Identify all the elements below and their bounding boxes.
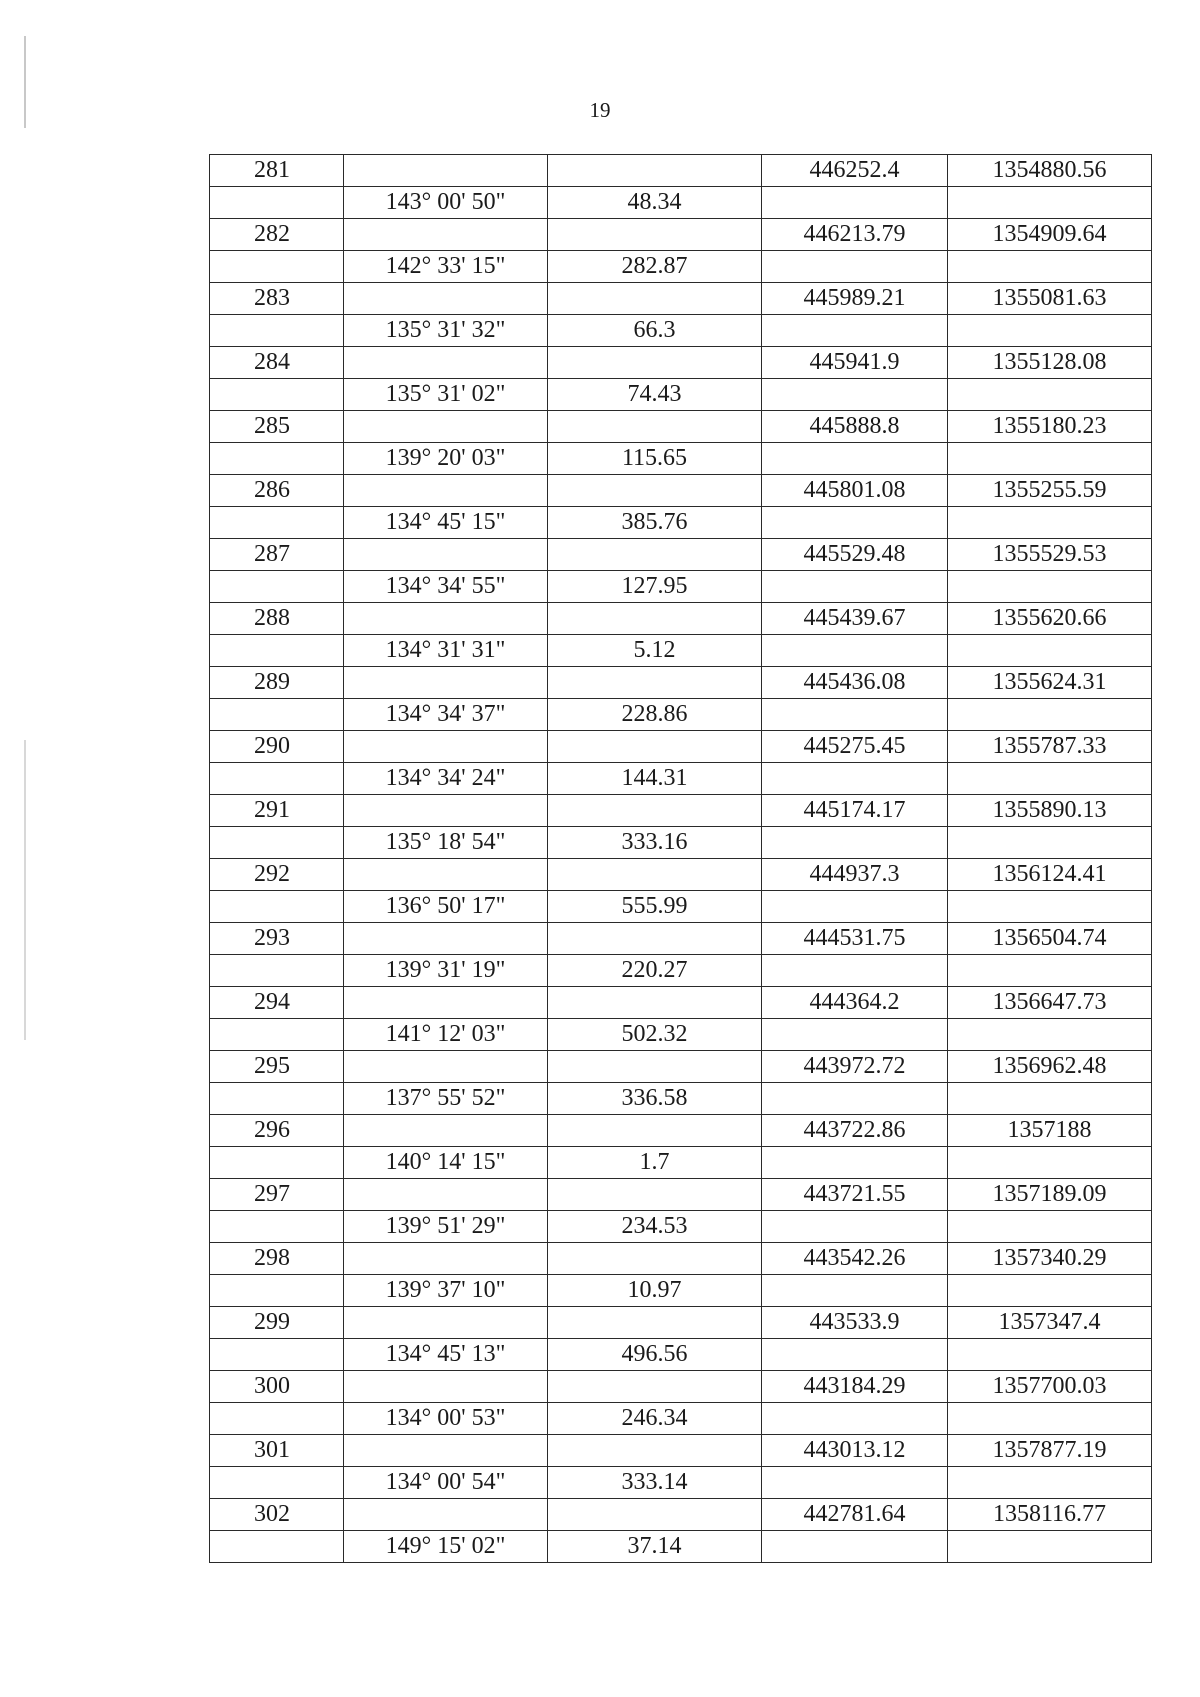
easting-cell: 1354909.64	[948, 219, 1152, 251]
empty-cell	[344, 1243, 548, 1275]
empty-cell	[762, 251, 948, 283]
leg-row	[210, 1403, 1152, 1435]
page-number: 19	[589, 98, 611, 122]
point-number-cell: 281	[210, 155, 344, 187]
distance-cell: 220.27	[548, 955, 762, 987]
easting-cell: 1356504.74	[948, 923, 1152, 955]
point-number-cell: 292	[210, 859, 344, 891]
point-number-cell: 283	[210, 283, 344, 315]
northing-cell: 442781.64	[762, 1499, 948, 1531]
point-number-cell: 298	[210, 1243, 344, 1275]
point-row	[210, 1051, 1152, 1083]
empty-cell	[948, 1083, 1152, 1115]
point-row	[210, 1371, 1152, 1403]
empty-cell	[344, 859, 548, 891]
bearing-cell: 149° 15' 02"	[344, 1531, 548, 1563]
empty-cell	[548, 1307, 762, 1339]
empty-cell	[548, 475, 762, 507]
empty-cell	[344, 219, 548, 251]
empty-cell	[762, 315, 948, 347]
northing-cell: 443722.86	[762, 1115, 948, 1147]
northing-cell: 444937.3	[762, 859, 948, 891]
northing-cell: 443533.9	[762, 1307, 948, 1339]
empty-cell	[948, 443, 1152, 475]
northing-cell: 445941.9	[762, 347, 948, 379]
table-body	[210, 155, 1152, 1563]
empty-cell	[948, 1275, 1152, 1307]
point-number-cell: 291	[210, 795, 344, 827]
distance-cell: 115.65	[548, 443, 762, 475]
distance-cell: 333.14	[548, 1467, 762, 1499]
bearing-cell: 134° 34' 24"	[344, 763, 548, 795]
empty-cell	[210, 1467, 344, 1499]
bearing-cell: 134° 00' 54"	[344, 1467, 548, 1499]
distance-cell: 127.95	[548, 571, 762, 603]
empty-cell	[948, 1211, 1152, 1243]
point-row	[210, 1179, 1152, 1211]
empty-cell	[548, 987, 762, 1019]
bearing-cell: 135° 31' 32"	[344, 315, 548, 347]
easting-cell: 1355128.08	[948, 347, 1152, 379]
empty-cell	[548, 283, 762, 315]
northing-cell: 445174.17	[762, 795, 948, 827]
point-row	[210, 603, 1152, 635]
distance-cell: 336.58	[548, 1083, 762, 1115]
empty-cell	[344, 1051, 548, 1083]
northing-cell: 444531.75	[762, 923, 948, 955]
point-row	[210, 1307, 1152, 1339]
easting-cell: 1355620.66	[948, 603, 1152, 635]
easting-cell: 1357188	[948, 1115, 1152, 1147]
point-number-cell: 299	[210, 1307, 344, 1339]
empty-cell	[948, 763, 1152, 795]
empty-cell	[762, 1211, 948, 1243]
coordinate-table	[209, 154, 1152, 1563]
point-number-cell: 287	[210, 539, 344, 571]
distance-cell: 246.34	[548, 1403, 762, 1435]
leg-row	[210, 763, 1152, 795]
empty-cell	[210, 699, 344, 731]
empty-cell	[948, 955, 1152, 987]
empty-cell	[762, 635, 948, 667]
empty-cell	[344, 923, 548, 955]
empty-cell	[948, 1403, 1152, 1435]
empty-cell	[210, 827, 344, 859]
empty-cell	[948, 571, 1152, 603]
empty-cell	[344, 603, 548, 635]
bearing-cell: 134° 45' 15"	[344, 507, 548, 539]
empty-cell	[548, 1051, 762, 1083]
point-row	[210, 347, 1152, 379]
empty-cell	[762, 955, 948, 987]
empty-cell	[548, 219, 762, 251]
empty-cell	[762, 1083, 948, 1115]
point-number-cell: 296	[210, 1115, 344, 1147]
leg-row	[210, 1339, 1152, 1371]
easting-cell: 1357700.03	[948, 1371, 1152, 1403]
point-number-cell: 282	[210, 219, 344, 251]
distance-cell: 333.16	[548, 827, 762, 859]
distance-cell: 228.86	[548, 699, 762, 731]
empty-cell	[548, 795, 762, 827]
point-row	[210, 731, 1152, 763]
leg-row	[210, 315, 1152, 347]
empty-cell	[210, 1275, 344, 1307]
empty-cell	[548, 859, 762, 891]
bearing-cell: 139° 51' 29"	[344, 1211, 548, 1243]
distance-cell: 37.14	[548, 1531, 762, 1563]
empty-cell	[762, 1019, 948, 1051]
northing-cell: 445801.08	[762, 475, 948, 507]
empty-cell	[210, 1531, 344, 1563]
distance-cell: 66.3	[548, 315, 762, 347]
point-number-cell: 293	[210, 923, 344, 955]
empty-cell	[210, 891, 344, 923]
empty-cell	[344, 539, 548, 571]
empty-cell	[210, 1147, 344, 1179]
empty-cell	[344, 795, 548, 827]
empty-cell	[210, 443, 344, 475]
leg-row	[210, 635, 1152, 667]
empty-cell	[210, 379, 344, 411]
empty-cell	[210, 1083, 344, 1115]
empty-cell	[948, 315, 1152, 347]
easting-cell: 1355787.33	[948, 731, 1152, 763]
empty-cell	[762, 379, 948, 411]
bearing-cell: 135° 18' 54"	[344, 827, 548, 859]
empty-cell	[548, 411, 762, 443]
empty-cell	[762, 699, 948, 731]
empty-cell	[344, 987, 548, 1019]
leg-row	[210, 955, 1152, 987]
empty-cell	[762, 507, 948, 539]
point-number-cell: 297	[210, 1179, 344, 1211]
point-row	[210, 155, 1152, 187]
bearing-cell: 139° 31' 19"	[344, 955, 548, 987]
empty-cell	[762, 1467, 948, 1499]
empty-cell	[948, 699, 1152, 731]
empty-cell	[762, 1147, 948, 1179]
point-number-cell: 300	[210, 1371, 344, 1403]
empty-cell	[548, 539, 762, 571]
point-row	[210, 1435, 1152, 1467]
empty-cell	[344, 1307, 548, 1339]
empty-cell	[210, 955, 344, 987]
empty-cell	[548, 667, 762, 699]
empty-cell	[210, 635, 344, 667]
northing-cell: 443542.26	[762, 1243, 948, 1275]
easting-cell: 1356647.73	[948, 987, 1152, 1019]
easting-cell: 1354880.56	[948, 155, 1152, 187]
point-row	[210, 1499, 1152, 1531]
empty-cell	[762, 1403, 948, 1435]
point-row	[210, 411, 1152, 443]
leg-row	[210, 1531, 1152, 1563]
point-row	[210, 475, 1152, 507]
leg-row	[210, 891, 1152, 923]
point-number-cell: 285	[210, 411, 344, 443]
point-number-cell: 294	[210, 987, 344, 1019]
northing-cell: 445529.48	[762, 539, 948, 571]
distance-cell: 10.97	[548, 1275, 762, 1307]
leg-row	[210, 1467, 1152, 1499]
empty-cell	[762, 891, 948, 923]
bearing-cell: 139° 20' 03"	[344, 443, 548, 475]
point-row	[210, 859, 1152, 891]
easting-cell: 1357347.4	[948, 1307, 1152, 1339]
point-row	[210, 795, 1152, 827]
point-row	[210, 1243, 1152, 1275]
empty-cell	[344, 155, 548, 187]
empty-cell	[344, 1115, 548, 1147]
distance-cell: 282.87	[548, 251, 762, 283]
empty-cell	[548, 1179, 762, 1211]
leg-row	[210, 1083, 1152, 1115]
point-row	[210, 219, 1152, 251]
northing-cell: 446213.79	[762, 219, 948, 251]
empty-cell	[210, 315, 344, 347]
empty-cell	[344, 667, 548, 699]
empty-cell	[762, 187, 948, 219]
empty-cell	[948, 1147, 1152, 1179]
easting-cell: 1356124.41	[948, 859, 1152, 891]
bearing-cell: 141° 12' 03"	[344, 1019, 548, 1051]
empty-cell	[344, 411, 548, 443]
easting-cell: 1357189.09	[948, 1179, 1152, 1211]
leg-row	[210, 571, 1152, 603]
leg-row	[210, 379, 1152, 411]
empty-cell	[948, 1531, 1152, 1563]
leg-row	[210, 827, 1152, 859]
northing-cell: 446252.4	[762, 155, 948, 187]
empty-cell	[948, 827, 1152, 859]
distance-cell: 48.34	[548, 187, 762, 219]
bearing-cell: 134° 45' 13"	[344, 1339, 548, 1371]
bearing-cell: 136° 50' 17"	[344, 891, 548, 923]
bearing-cell: 142° 33' 15"	[344, 251, 548, 283]
point-number-cell: 288	[210, 603, 344, 635]
empty-cell	[344, 347, 548, 379]
empty-cell	[948, 251, 1152, 283]
northing-cell: 444364.2	[762, 987, 948, 1019]
northing-cell: 445439.67	[762, 603, 948, 635]
empty-cell	[210, 187, 344, 219]
distance-cell: 1.7	[548, 1147, 762, 1179]
point-number-cell: 302	[210, 1499, 344, 1531]
bearing-cell: 135° 31' 02"	[344, 379, 548, 411]
empty-cell	[344, 1499, 548, 1531]
binding-mark	[24, 740, 26, 1040]
northing-cell: 443721.55	[762, 1179, 948, 1211]
easting-cell: 1357877.19	[948, 1435, 1152, 1467]
point-row	[210, 987, 1152, 1019]
leg-row	[210, 1275, 1152, 1307]
distance-cell: 234.53	[548, 1211, 762, 1243]
northing-cell: 445888.8	[762, 411, 948, 443]
empty-cell	[762, 571, 948, 603]
empty-cell	[548, 923, 762, 955]
bearing-cell: 134° 00' 53"	[344, 1403, 548, 1435]
distance-cell: 502.32	[548, 1019, 762, 1051]
empty-cell	[762, 443, 948, 475]
empty-cell	[548, 155, 762, 187]
bearing-cell: 137° 55' 52"	[344, 1083, 548, 1115]
empty-cell	[210, 1339, 344, 1371]
point-row	[210, 667, 1152, 699]
easting-cell: 1358116.77	[948, 1499, 1152, 1531]
empty-cell	[548, 1435, 762, 1467]
easting-cell: 1355624.31	[948, 667, 1152, 699]
leg-row	[210, 443, 1152, 475]
empty-cell	[344, 731, 548, 763]
northing-cell: 445275.45	[762, 731, 948, 763]
empty-cell	[948, 635, 1152, 667]
leg-row	[210, 1147, 1152, 1179]
distance-cell: 5.12	[548, 635, 762, 667]
empty-cell	[344, 1371, 548, 1403]
empty-cell	[948, 891, 1152, 923]
easting-cell: 1355529.53	[948, 539, 1152, 571]
leg-row	[210, 1211, 1152, 1243]
empty-cell	[210, 763, 344, 795]
point-row	[210, 1115, 1152, 1147]
point-number-cell: 295	[210, 1051, 344, 1083]
point-number-cell: 284	[210, 347, 344, 379]
easting-cell: 1355081.63	[948, 283, 1152, 315]
empty-cell	[548, 1243, 762, 1275]
bearing-cell: 143° 00' 50"	[344, 187, 548, 219]
empty-cell	[948, 187, 1152, 219]
leg-row	[210, 251, 1152, 283]
empty-cell	[548, 1371, 762, 1403]
northing-cell: 443013.12	[762, 1435, 948, 1467]
point-row	[210, 539, 1152, 571]
leg-row	[210, 507, 1152, 539]
easting-cell: 1355890.13	[948, 795, 1152, 827]
empty-cell	[344, 283, 548, 315]
easting-cell: 1356962.48	[948, 1051, 1152, 1083]
leg-row	[210, 699, 1152, 731]
point-number-cell: 289	[210, 667, 344, 699]
empty-cell	[210, 1403, 344, 1435]
empty-cell	[948, 1019, 1152, 1051]
bearing-cell: 134° 31' 31"	[344, 635, 548, 667]
bearing-cell: 134° 34' 37"	[344, 699, 548, 731]
easting-cell: 1355255.59	[948, 475, 1152, 507]
empty-cell	[948, 379, 1152, 411]
empty-cell	[762, 1339, 948, 1371]
empty-cell	[548, 347, 762, 379]
distance-cell: 385.76	[548, 507, 762, 539]
northing-cell: 445436.08	[762, 667, 948, 699]
distance-cell: 496.56	[548, 1339, 762, 1371]
empty-cell	[210, 1019, 344, 1051]
northing-cell: 443972.72	[762, 1051, 948, 1083]
empty-cell	[548, 1115, 762, 1147]
easting-cell: 1355180.23	[948, 411, 1152, 443]
empty-cell	[548, 731, 762, 763]
empty-cell	[762, 1531, 948, 1563]
point-row	[210, 923, 1152, 955]
empty-cell	[762, 763, 948, 795]
empty-cell	[548, 603, 762, 635]
empty-cell	[948, 1467, 1152, 1499]
northing-cell: 443184.29	[762, 1371, 948, 1403]
distance-cell: 74.43	[548, 379, 762, 411]
distance-cell: 144.31	[548, 763, 762, 795]
empty-cell	[762, 1275, 948, 1307]
empty-cell	[210, 1211, 344, 1243]
empty-cell	[548, 1499, 762, 1531]
distance-cell: 555.99	[548, 891, 762, 923]
point-number-cell: 301	[210, 1435, 344, 1467]
northing-cell: 445989.21	[762, 283, 948, 315]
empty-cell	[210, 251, 344, 283]
bearing-cell: 134° 34' 55"	[344, 571, 548, 603]
point-row	[210, 283, 1152, 315]
leg-row	[210, 1019, 1152, 1051]
leg-row	[210, 187, 1152, 219]
empty-cell	[210, 571, 344, 603]
empty-cell	[948, 507, 1152, 539]
bearing-cell: 140° 14' 15"	[344, 1147, 548, 1179]
empty-cell	[344, 1435, 548, 1467]
empty-cell	[344, 475, 548, 507]
empty-cell	[762, 827, 948, 859]
point-number-cell: 290	[210, 731, 344, 763]
empty-cell	[210, 507, 344, 539]
empty-cell	[344, 1179, 548, 1211]
easting-cell: 1357340.29	[948, 1243, 1152, 1275]
empty-cell	[948, 1339, 1152, 1371]
point-number-cell: 286	[210, 475, 344, 507]
bearing-cell: 139° 37' 10"	[344, 1275, 548, 1307]
